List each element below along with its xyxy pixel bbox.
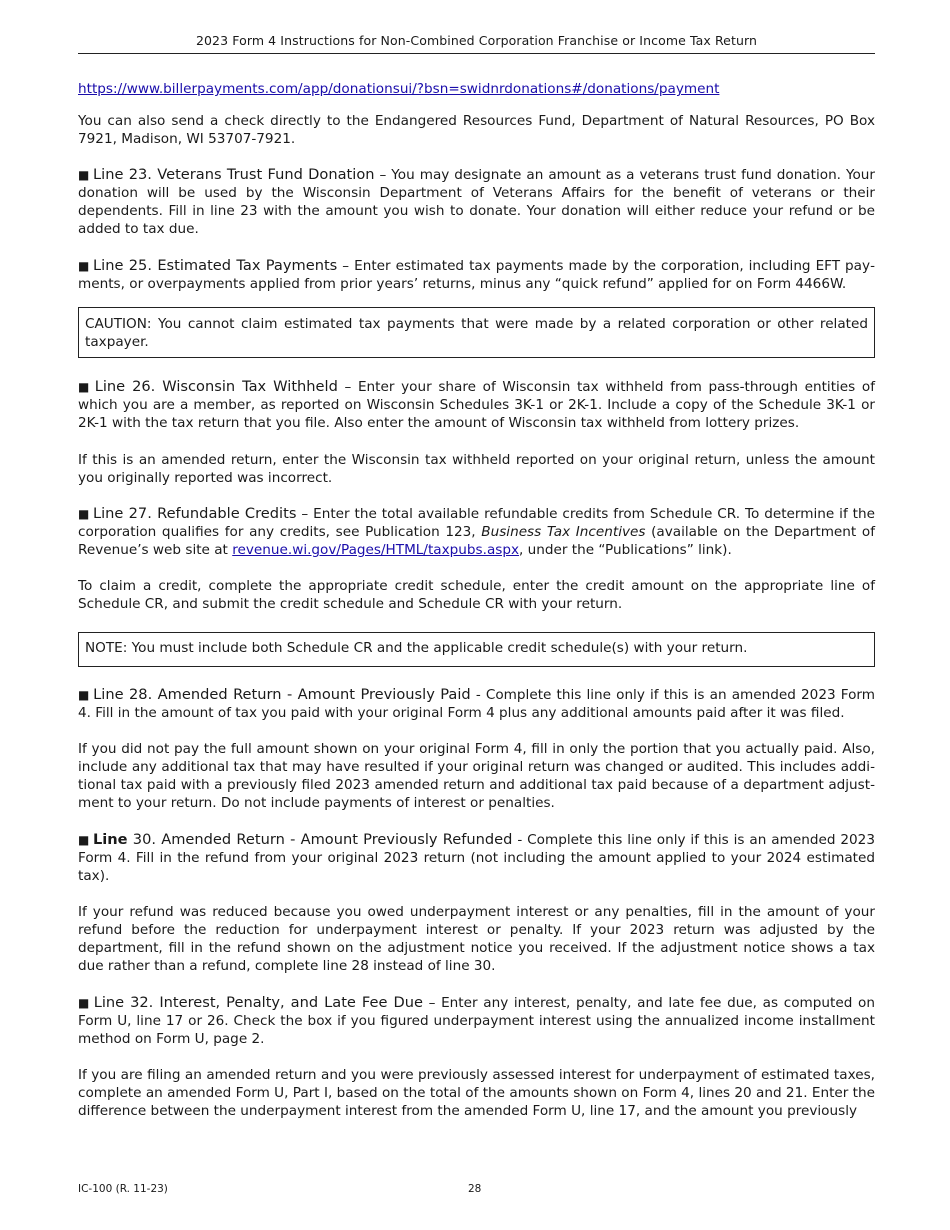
line30-dash: - [512, 832, 528, 848]
line25-heading: Line 25. Estimated Tax Payments [93, 257, 338, 274]
line30-section [78, 831, 875, 885]
line30-heading-bold: Line [92, 831, 128, 848]
caution-box: CAUTION: You cannot claim estimated tax payments that were made by a related corporation or other related taxpayer. [78, 307, 875, 358]
page-number: 28 [468, 1183, 482, 1195]
line26-body: Enter your share of Wisconsin tax withheld from pass-through entities of which you are a member, as reported on Wisconsin Schedules 3K-1 or 2K-1. Include a copy of the Schedule 3K-1 or 2K-1 with the tax return that you file. Also enter the amount of Wisconsin tax withheld from lottery prizes. [78, 379, 875, 431]
donation-link[interactable]: https://www.billerpayments.com/app/donationsui/?bsn=swidnrdonations#/donations/payment [78, 81, 720, 97]
form-id: IC-100 (R. 11-23) [78, 1183, 168, 1195]
line25-body: Enter estimated tax payments made by the corporation, including EFT payments, or overpayments applied from prior years’ returns, minus any “quick refund” applied for on Form 4466W. [78, 258, 875, 292]
bullet-square-icon: ■ [78, 996, 91, 1010]
line27-body-part1: Enter the total available refundable credits from Schedule CR. To determine if the corporation qualifies for any credits, see Publication 123, [78, 506, 875, 540]
line32-body: Enter any interest, penalty, and late fee due, as computed on Form U, line 17 or 26. Check the box if you figured underpayment interest using the annualized income installment method on Form U, page 2. [78, 995, 875, 1047]
line32-section [78, 994, 875, 1048]
line23-section [78, 166, 875, 238]
line26-amended-paragraph: If this is an amended return, enter the Wisconsin tax withheld reported on your original return, unless the amount you originally reported was incorrect. [78, 452, 875, 486]
line32-heading: Line 32. Interest, Penalty, and Late Fee Due [93, 994, 423, 1011]
bullet-square-icon: ■ [78, 688, 91, 702]
line27-body-part2: (available on the Department of Revenue’s web site at [78, 524, 876, 558]
taxpubs-link[interactable]: revenue.wi.gov/Pages/HTML/taxpubs.aspx [232, 542, 520, 558]
line28-section [78, 686, 875, 722]
line25-section [78, 257, 875, 293]
line26-section [78, 378, 875, 432]
bullet-square-icon: ■ [78, 507, 90, 521]
line23-dash: – [374, 167, 392, 183]
line23-heading: Line 23. Veterans Trust Fund Donation [93, 166, 375, 183]
bullet-square-icon: ■ [78, 380, 92, 394]
bullet-square-icon: ■ [78, 259, 91, 273]
donation-link-paragraph [78, 80, 875, 98]
note-box: NOTE: You must include both Schedule CR and the applicable credit schedule(s) with your return. [78, 632, 875, 667]
publication-title: Business Tax Incentives [481, 524, 646, 540]
line27-heading: Line 27. Refundable Credits [92, 505, 297, 522]
line26-dash: – [337, 379, 358, 395]
line28-dash: - [470, 687, 486, 703]
bullet-square-icon: ■ [78, 833, 90, 847]
bullet-square-icon: ■ [78, 168, 91, 182]
line28-body: Complete this line only if this is an amended 2023 Form 4. Fill in the amount of tax you paid with your original Form 4 plus any additional amounts paid after it was filed. [78, 687, 875, 721]
line28-detail-paragraph: If you did not pay the full amount shown on your original Form 4, fill in only the portion that you actually paid. Also, include any additional tax that may have resulted if your original return was changed or audited. This includes additional tax paid with a previously filed 2023 amended return and additional tax paid because of a department adjustment to your return. Do not include payments of interest or penalties. [78, 741, 875, 811]
check-paragraph: You can also send a check directly to the Endangered Resources Fund, Department of Natural Resources, PO Box 7921, Madison, WI 53707-7921. [78, 113, 875, 147]
page-header: 2023 Form 4 Instructions for Non-Combined Corporation Franchise or Income Tax Return [78, 33, 875, 54]
line27-body-part3: , under the “Publications” link). [519, 542, 732, 558]
line32-dash: – [422, 995, 442, 1011]
line26-heading: Line 26. Wisconsin Tax Withheld [94, 378, 338, 395]
line28-heading: Line 28. Amended Return - Amount Previously Paid [93, 686, 471, 703]
line27-section [78, 505, 875, 559]
line27-claim-paragraph: To claim a credit, complete the appropriate credit schedule, enter the credit amount on the appropriate line of Schedule CR, and submit the credit schedule and Schedule CR with your return. [78, 578, 875, 612]
line27-dash: – [296, 506, 314, 522]
line32-detail-paragraph: If you are filing an amended return and you were previously assessed interest for underpayment of estimated taxes, complete an amended Form U, Part I, based on the total of the amounts shown on Form 4, lines 20 and 21. Enter the difference between the underpayment interest from the amended Form U, line 17, and the amount you previously [78, 1067, 875, 1119]
line30-body: Complete this line only if this is an amended 2023 Form 4. Fill in the refund from your original 2023 return (not including the amount applied to your 2024 estimated tax). [78, 832, 875, 884]
line25-dash: – [337, 258, 355, 274]
line23-body: You may designate an amount as a veterans trust fund donation. Your donation will be used by the Wisconsin Department of Veterans Affairs for the benefit of veterans or their dependents. Fill in line 23 with the amount you wish to donate. Your donation will either reduce your refund or be added to tax due. [78, 167, 876, 237]
document-body [78, 80, 875, 1120]
line30-heading: 30. Amended Return - Amount Previously Refunded [127, 831, 513, 848]
line30-detail-paragraph: If your refund was reduced because you owed underpayment interest or any penalties, fill in the amount of your refund before the reduction for underpayment interest or penalty. If your 2023 return was adjusted by the department, fill in the refund shown on the adjustment notice you received. If the adjustment notice shows a tax due rather than a refund, complete line 28 instead of line 30. [78, 904, 875, 974]
